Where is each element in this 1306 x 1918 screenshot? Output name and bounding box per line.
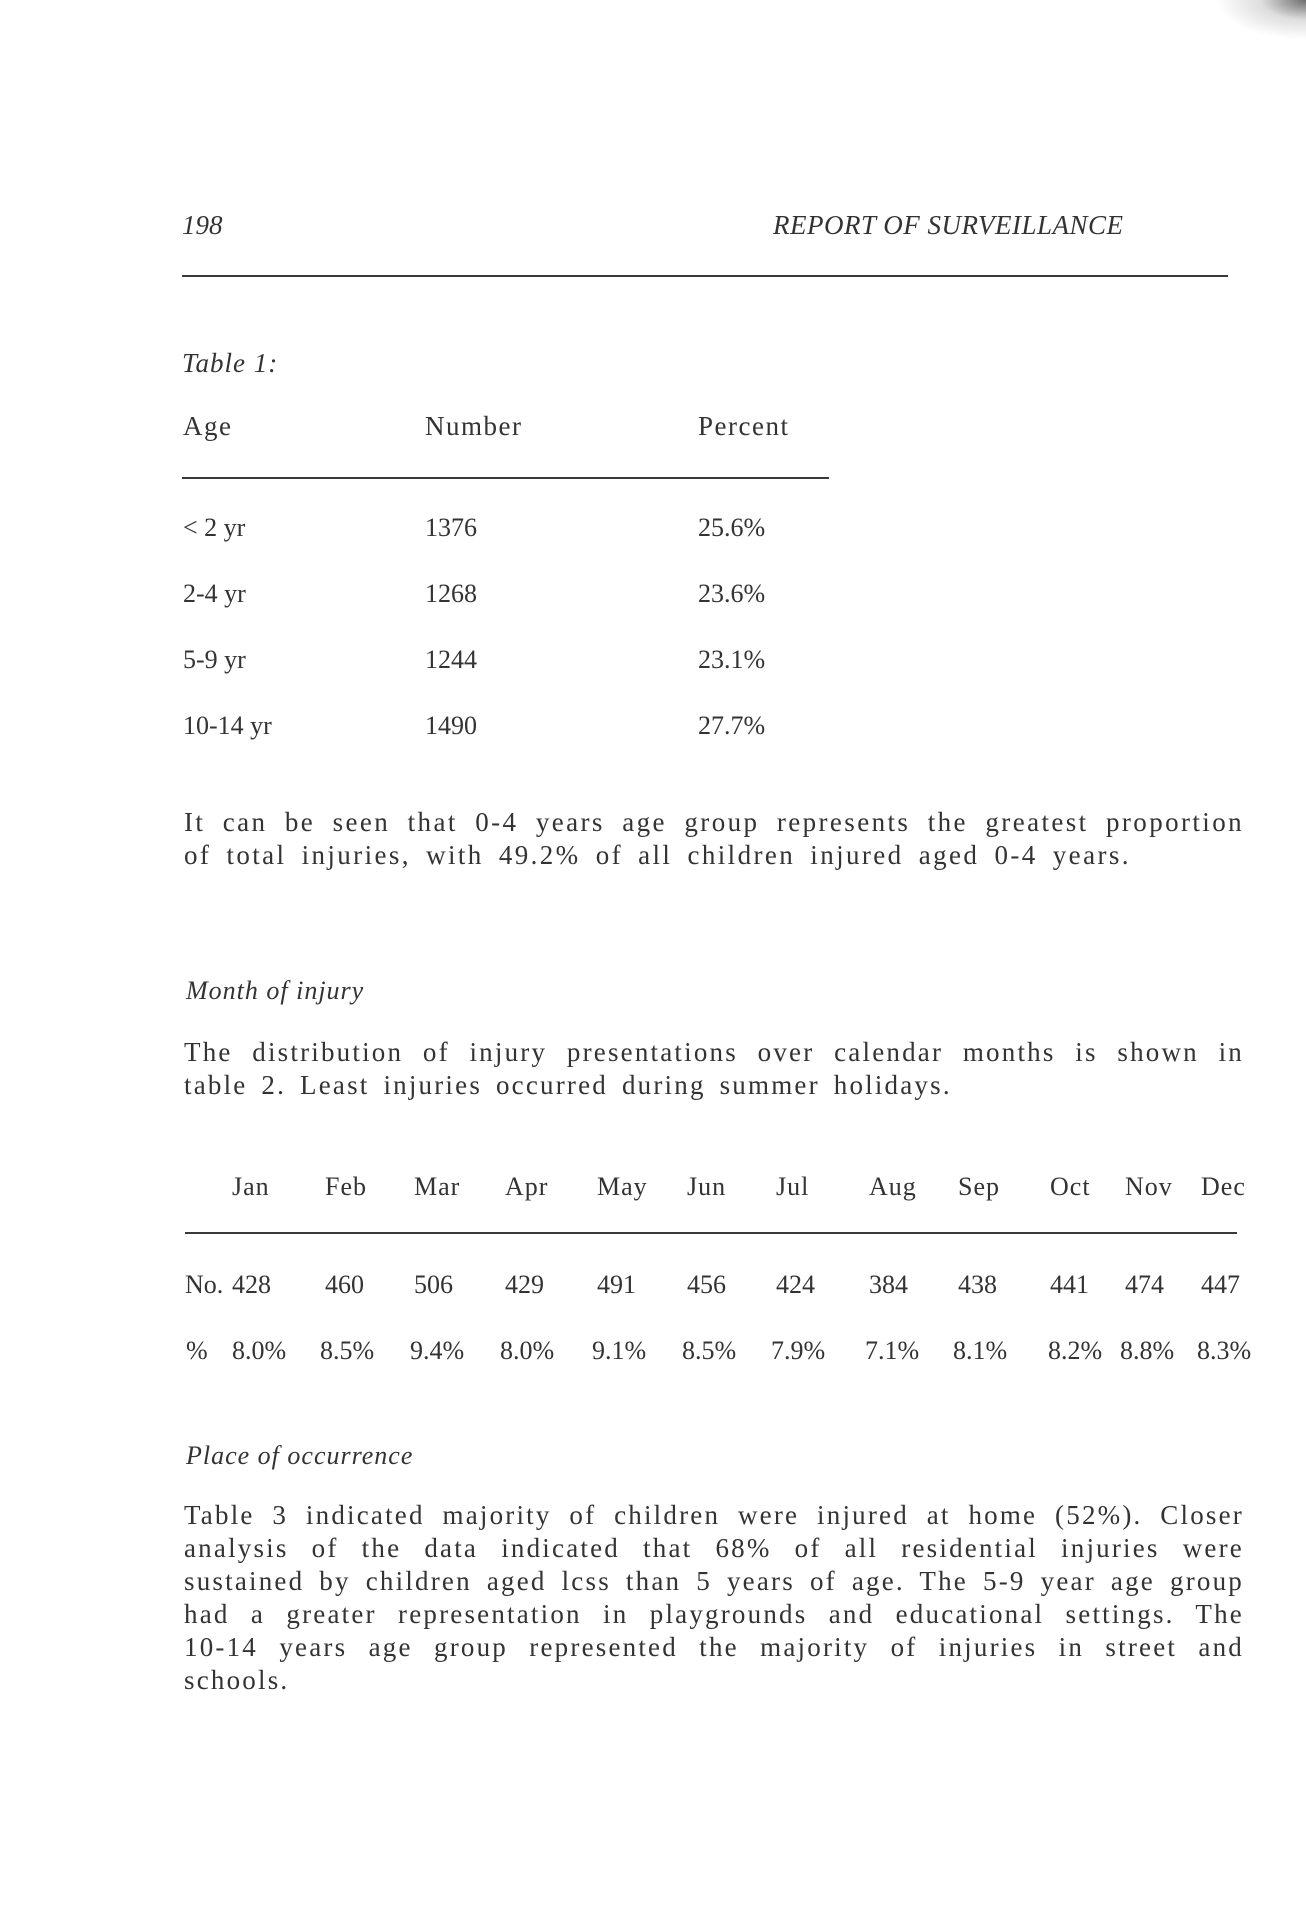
- table2-month-header: Jan: [232, 1172, 270, 1201]
- age-summary-paragraph: It can be seen that 0-4 years age group represents the greatest proportion of total injuries, with 49.2% of all children injured aged 0-4 years.: [184, 807, 1244, 870]
- table2-month-header: Jun: [687, 1172, 727, 1201]
- place-of-occurrence-heading: Place of occurrence: [186, 1441, 414, 1470]
- table2-month-header: Feb: [325, 1172, 367, 1201]
- table2-number-cell: 474: [1125, 1270, 1164, 1299]
- table1-number-cell: 1376: [425, 513, 477, 542]
- table2-percent-cell: 9.1%: [592, 1336, 647, 1365]
- table2-number-cell: 429: [505, 1270, 544, 1299]
- table1-age-cell: 5-9 yr: [183, 645, 246, 674]
- table2-percent-cell: 9.4%: [410, 1336, 465, 1365]
- table2-number-cell: 441: [1050, 1270, 1089, 1299]
- table1-age-cell: < 2 yr: [183, 513, 246, 542]
- place-of-occurrence-paragraph: Table 3 indicated majority of children were injured at home (52%). Closer analysis of the data indicated that 68% of all residential injuries were sustained by children aged lcss than 5 years of age. The 5-9 year age group had a greater representation in playgrounds and educational settings. The 10-14 years age group represented the majority of injuries in street and schools.: [184, 1500, 1244, 1695]
- table1-percent-cell: 23.1%: [698, 645, 766, 674]
- table-row: [0, 513, 900, 553]
- table2-number-cell: 506: [414, 1270, 453, 1299]
- page-number: 198: [182, 210, 223, 240]
- table2-number-cell: 438: [958, 1270, 997, 1299]
- table2-percent-cell: 8.1%: [953, 1336, 1008, 1365]
- table2-percent-cell: 7.9%: [771, 1336, 826, 1365]
- table2-month-header: Mar: [414, 1172, 461, 1201]
- table2-percent-cell: 8.5%: [682, 1336, 737, 1365]
- table1-percent-cell: 25.6%: [698, 513, 766, 542]
- table2-percent-row-label: %: [186, 1336, 208, 1365]
- table2-number-cell: 456: [687, 1270, 726, 1299]
- running-title: REPORT OF SURVEILLANCE: [773, 210, 1124, 240]
- table2-number-cell: 384: [869, 1270, 908, 1299]
- table2-percent-cell: 8.3%: [1197, 1336, 1252, 1365]
- table1-header-percent: Percent: [698, 411, 790, 441]
- table-row: [0, 645, 900, 685]
- table1-percent-cell: 27.7%: [698, 711, 766, 740]
- table1-number-cell: 1268: [425, 579, 477, 608]
- table2-percent-cell: 7.1%: [865, 1336, 920, 1365]
- table1-header-number: Number: [425, 411, 523, 441]
- table-row: [0, 711, 900, 751]
- header-rule: [182, 275, 1228, 277]
- table2-percent-cell: 8.2%: [1048, 1336, 1103, 1365]
- table2-number-cell: 447: [1201, 1270, 1240, 1299]
- table1-percent-cell: 23.6%: [698, 579, 766, 608]
- table1-header-age: Age: [183, 411, 233, 441]
- table2-number-cell: 491: [597, 1270, 636, 1299]
- table2-number-cell: 460: [325, 1270, 364, 1299]
- table2-percent-cell: 8.0%: [232, 1336, 287, 1365]
- table2-month-header: Jul: [776, 1172, 810, 1201]
- table1-caption: Table 1:: [182, 348, 279, 378]
- month-of-injury-heading: Month of injury: [186, 976, 365, 1005]
- table2-month-header: Dec: [1201, 1172, 1246, 1201]
- table2-month-header: Oct: [1050, 1172, 1091, 1201]
- table1-header-rule: [182, 477, 829, 479]
- table2-percent-cell: 8.0%: [500, 1336, 555, 1365]
- table2-month-header: Apr: [505, 1172, 549, 1201]
- table2-header-rule: [185, 1232, 1237, 1234]
- scan-corner-shadow: [1216, 0, 1306, 40]
- table1-number-cell: 1490: [425, 711, 477, 740]
- table2-month-header: Sep: [958, 1172, 1000, 1201]
- table2-number-cell: 428: [232, 1270, 271, 1299]
- table2-month-header: Nov: [1125, 1172, 1173, 1201]
- table2-number-cell: 424: [776, 1270, 815, 1299]
- table1-age-cell: 2-4 yr: [183, 579, 246, 608]
- table2-month-header: May: [597, 1172, 648, 1201]
- table2-percent-cell: 8.5%: [320, 1336, 375, 1365]
- table2-percent-cell: 8.8%: [1120, 1336, 1175, 1365]
- table1-age-cell: 10-14 yr: [183, 711, 272, 740]
- table-row: [0, 579, 900, 619]
- month-of-injury-paragraph: The distribution of injury presentations over calendar months is shown in table 2. Least injuries occurred during summer holidays.: [184, 1037, 1244, 1100]
- table1-number-cell: 1244: [425, 645, 477, 674]
- table2-number-row-label: No.: [185, 1270, 224, 1299]
- table2-month-header: Aug: [869, 1172, 917, 1201]
